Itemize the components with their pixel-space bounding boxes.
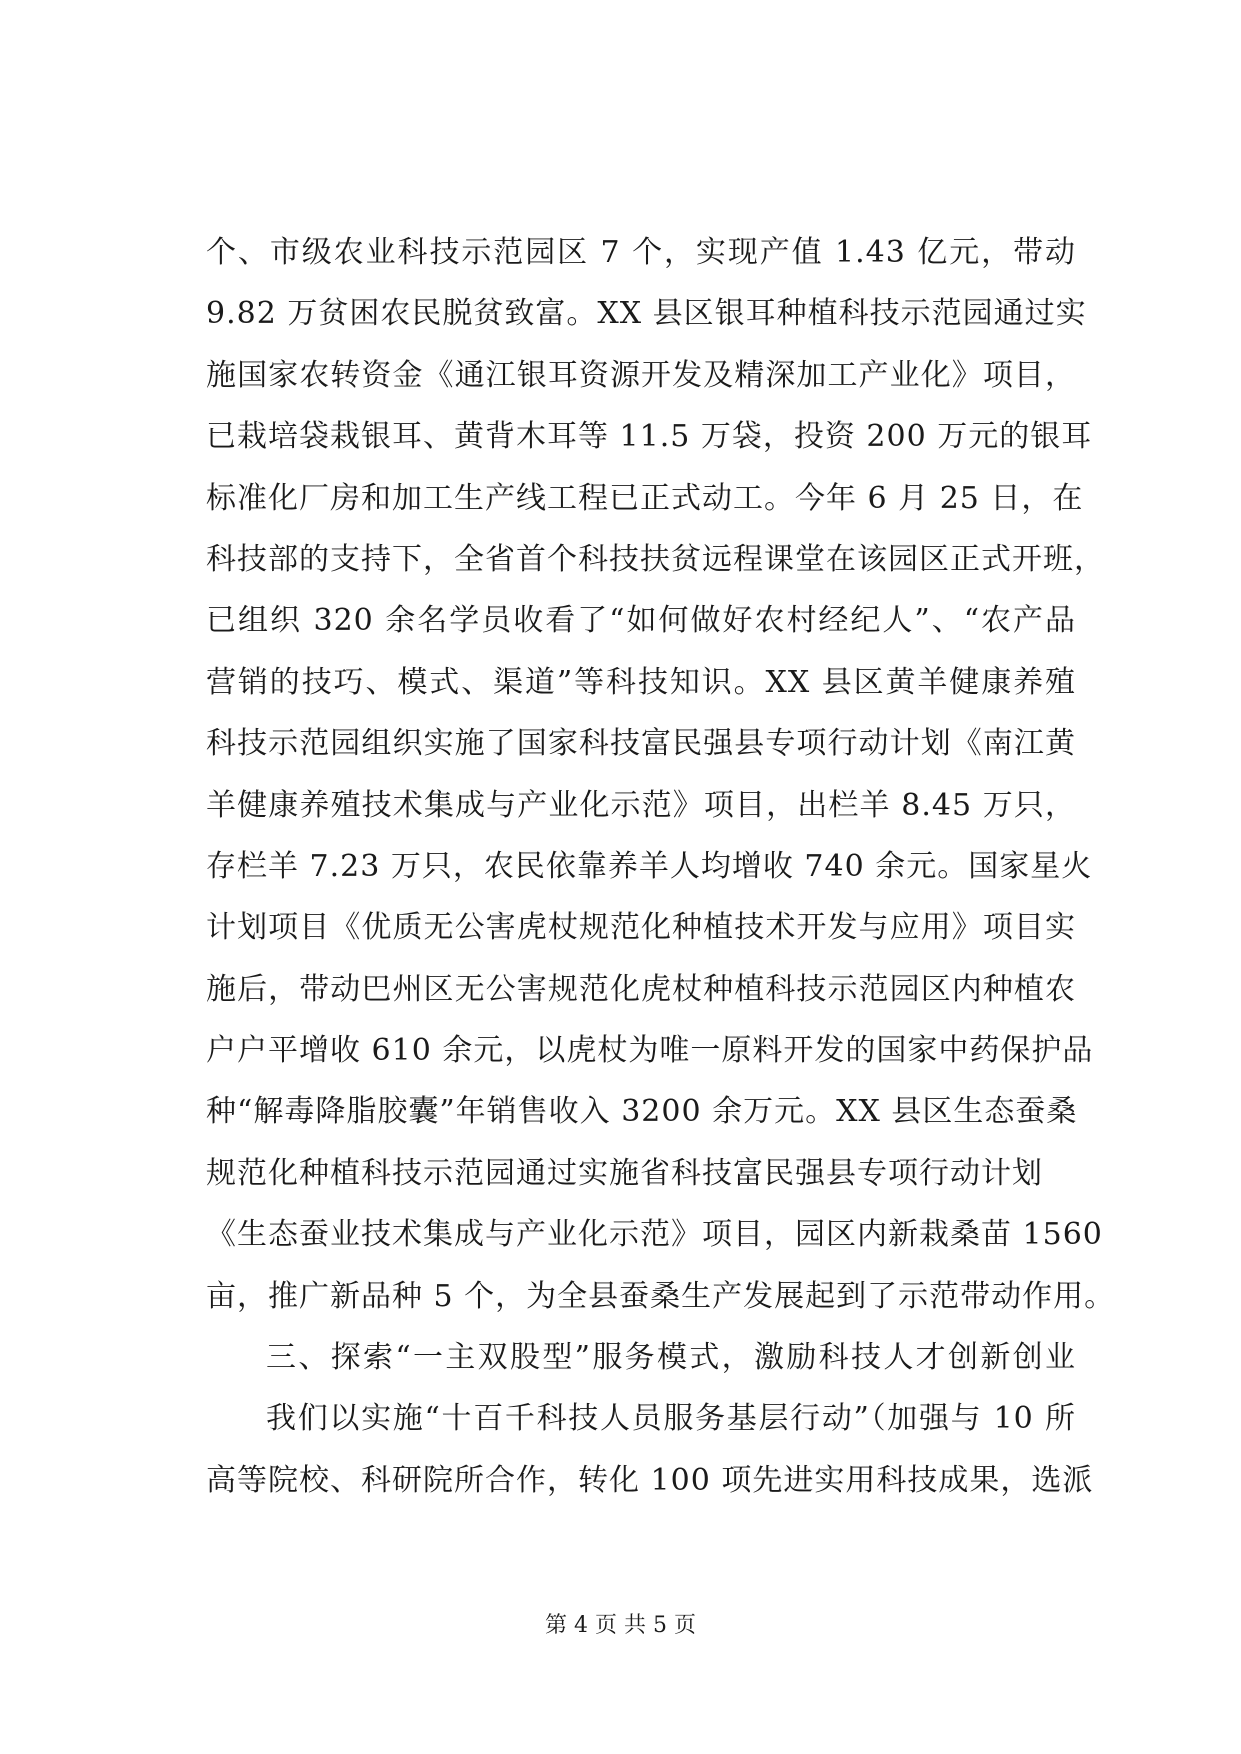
- text-line: 计划项目《优质无公害虎杖规范化种植技术开发与应用》项目实: [206, 910, 1076, 946]
- text-line: 标准化厂房和加工生产线工程已正式动工。今年 6 月 25 日，在: [206, 480, 1084, 516]
- text-line: 高等院校、科研院所合作，转化 100 项先进实用科技成果，选派: [206, 1462, 1094, 1498]
- text-line: 已栽培袋栽银耳、黄背木耳等 11.5 万袋，投资 200 万元的银耳: [206, 419, 1093, 455]
- text-line: 营销的技巧、模式、渠道”等科技知识。XX 县区黄羊健康养殖: [206, 664, 1076, 700]
- text-line: 亩，推广新品种 5 个，为全县蚕桑生产发展起到了示范带动作用。: [206, 1278, 1116, 1314]
- section-heading: 三、探索“一主双股型”服务模式，激励科技人才创新创业: [266, 1340, 1076, 1376]
- text-line: 我们以实施“十百千科技人员服务基层行动”（加强与 10 所: [266, 1401, 1076, 1437]
- text-line: 科技部的支持下，全省首个科技扶贫远程课堂在该园区正式开班，: [206, 541, 1105, 577]
- text-line: 9.82 万贫困农民脱贫致富。XX 县区银耳种植科技示范园通过实: [206, 296, 1087, 332]
- page-footer: 第 4 页 共 5 页: [545, 1613, 696, 1638]
- text-line: 已组织 320 余名学员收看了“如何做好农村经纪人”、“农产品: [206, 603, 1076, 639]
- text-line: 羊健康养殖技术集成与产业化示范》项目，出栏羊 8.45 万只，: [206, 787, 1076, 823]
- text-line: 施国家农转资金《通江银耳资源开发及精深加工产业化》项目，: [206, 357, 1076, 393]
- text-line: 种“解毒降脂胶囊”年销售收入 3200 余万元。XX 县区生态蚕桑: [206, 1094, 1078, 1130]
- body-text: [206, 222, 1116, 1511]
- text-line: 施后，带动巴州区无公害规范化虎杖种植科技示范园区内种植农: [206, 971, 1076, 1007]
- text-line: 户户平增收 610 余元，以虎杖为唯一原料开发的国家中药保护品: [206, 1033, 1094, 1069]
- text-line: 科技示范园组织实施了国家科技富民强县专项行动计划《南江黄: [206, 726, 1076, 762]
- text-line: 《生态蚕业技术集成与产业化示范》项目，园区内新栽桑苗 1560: [206, 1217, 1103, 1253]
- text-line: 个、市级农业科技示范园区 7 个，实现产值 1.43 亿元，带动: [206, 235, 1076, 270]
- text-line: 规范化种植科技示范园通过实施省科技富民强县专项行动计划: [206, 1155, 1043, 1191]
- text-line: 存栏羊 7.23 万只，农民依靠养羊人均增收 740 余元。国家星火: [206, 848, 1093, 884]
